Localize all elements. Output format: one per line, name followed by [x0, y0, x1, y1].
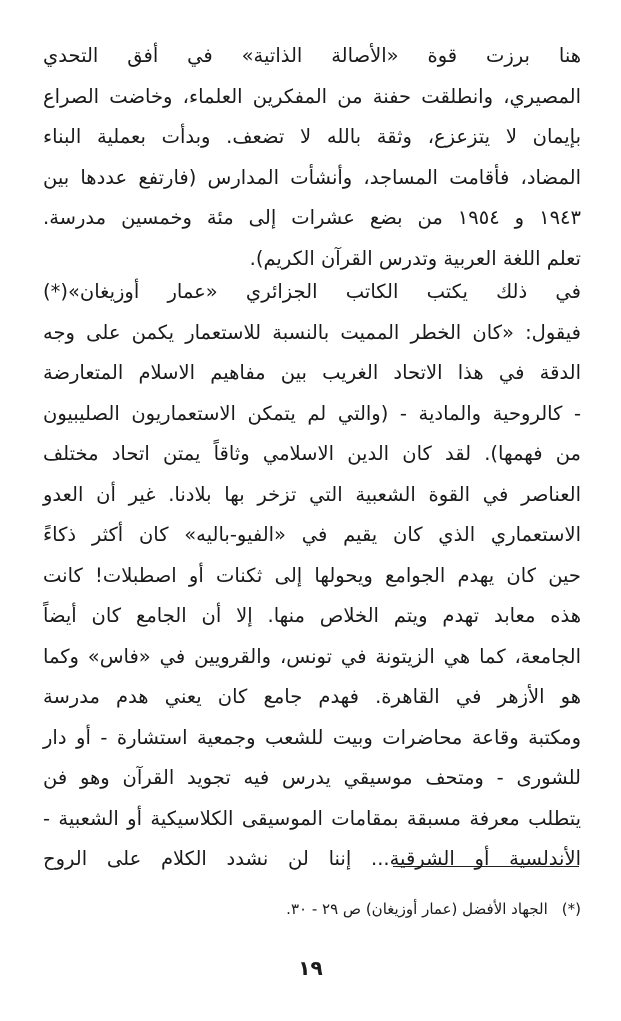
text-line: العناصر في القوة الشعبية التي تزخر بها بلادنا. غير أن العدو	[43, 482, 581, 506]
page-number: ١٩	[298, 956, 323, 980]
text-line: ومكتبة وقاعة محاضرات وبيت للشعب وجمعية استشارة - أو دار	[43, 725, 581, 749]
paragraph-1	[43, 36, 581, 279]
text-line: في ذلك يكتب الكاتب الجزائري «عمار أوزيغان»(*)	[43, 280, 581, 303]
text-line: الدقة في هذا الاتحاد الغريب بين مفاهيم الاسلام المتعارضة	[43, 361, 581, 384]
paragraph-2	[43, 272, 581, 880]
text-line: - كالروحية والمادية - (والتي لم يتمكن الاستعماريون الصليبيون	[43, 401, 581, 425]
text-line: حين كان يهدم الجوامع ويحولها إلى ثكنات أو اصطبلات! كانت	[43, 563, 581, 587]
text-line: المصيري، وانطلقت حفنة من المفكرين العلماء، وخاضت الصراع	[43, 84, 581, 108]
text-line: الجامعة، كما هي الزيتونة في تونس، والقرويين في «فاس» وكما	[43, 644, 581, 668]
text-line: فيقول: «كان الخطر المميت بالنسبة للاستعمار يكمن على وجه	[43, 320, 581, 344]
text-line: بإيمان لا يتزعزع، وثقة بالله لا تضعف. وبدأت بعملية البناء	[43, 125, 581, 148]
paragraph-body	[43, 272, 581, 880]
text-line: يتطلب معرفة مسبقة بمقامات الموسيقى الكلاسيكية أو الشعبية -	[43, 806, 581, 830]
text-line: المضاد، فأقامت المساجد، وأنشأت المدارس (فارتفع عددها بين	[43, 165, 581, 189]
text-line: الأندلسية أو الشرقية... إننا لن نشدد الكلام على الروح	[43, 847, 581, 870]
text-line: هنا برزت قوة «الأصالة الذاتية» في أفق التحدي	[43, 44, 581, 67]
footnote-divider	[393, 866, 579, 867]
text-line: تعلم اللغة العربية وتدرس القرآن الكريم).	[249, 246, 581, 270]
text-line: ١٩٤٣ و ١٩٥٤ من بضع عشرات إلى مئة وخمسين مدرسة.	[43, 206, 581, 229]
text-line: من فهمها). لقد كان الدين الاسلامي وثاقاً يمتن اتحاد مختلف	[43, 442, 581, 465]
paragraph-body	[43, 36, 581, 279]
text-line: للشورى - ومتحف موسيقي يدرس فيه تجويد القرآن وهو فن	[43, 766, 581, 789]
footnote	[286, 898, 581, 920]
text-line: هو الأزهر في القاهرة. فهدم جامع كان يعني هدم مدرسة	[43, 685, 581, 708]
text-line: هذه معابد تهدم ويتم الخلاص منها. إلا أن الجامع كان أيضاً	[43, 604, 581, 627]
footnote-text: الجهاد الأفضل (عمار أوزيغان) ص ٢٩ - ٣٠.	[286, 900, 548, 918]
footnote-marker: (*)	[561, 900, 581, 918]
text-line: الاستعماري الذي كان يقيم في «الفيو-باليه» كان أكثر ذكاءً	[43, 523, 581, 546]
